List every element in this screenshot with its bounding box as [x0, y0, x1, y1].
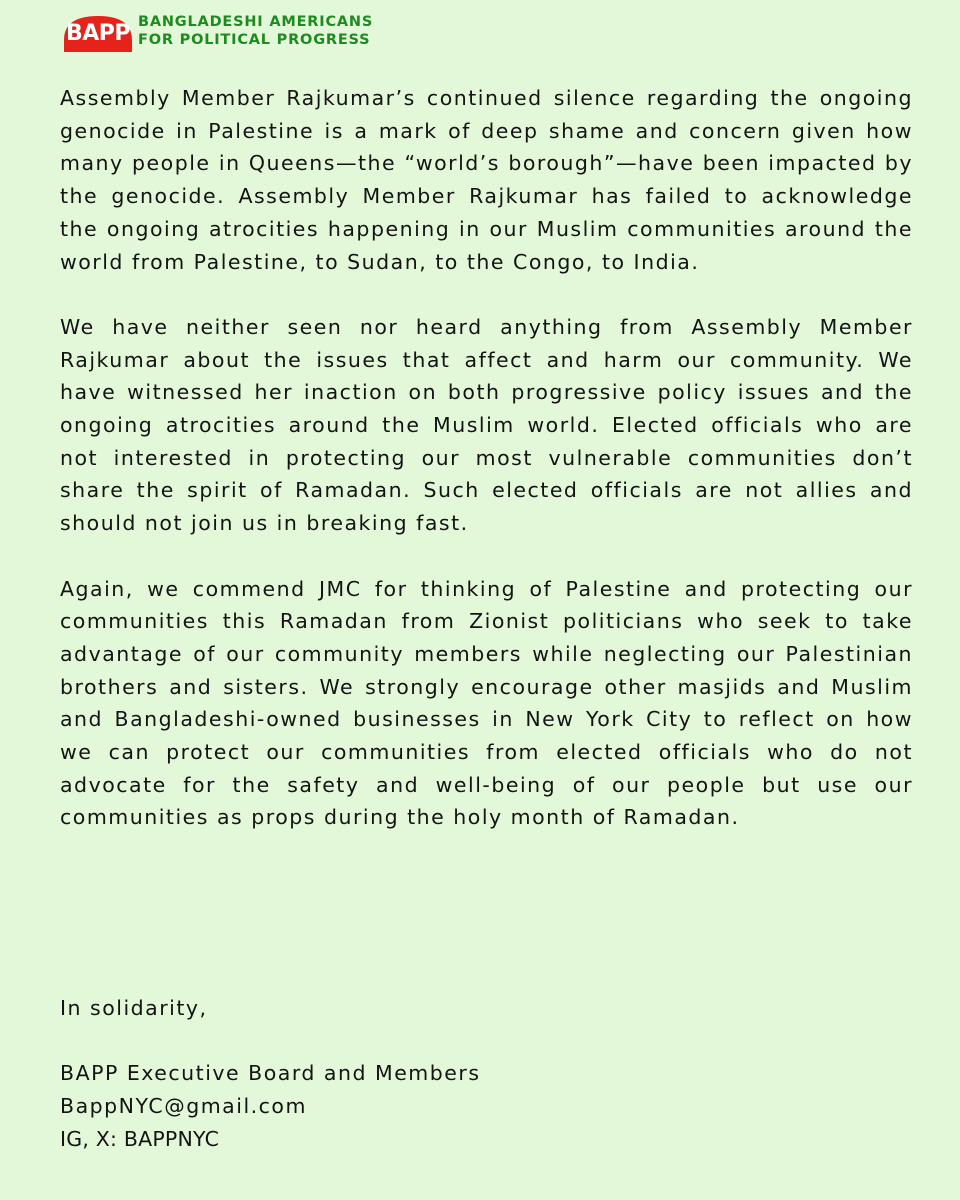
- paragraph: Again, we commend JMC for thinking of Palestine and protecting our communities this Ramadan from Zionist politicians who seek to take advantage of our community members while neglecting our Palestinian brothers and sisters. We strongly encourage other masjids and Muslim and Bangladeshi-owned businesses in New York City to reflect on how we can protect our communities from elected officials who do not advocate for the safety and well-being of our people but use our communities as props during the holy month of Ramadan.: [60, 576, 913, 830]
- paragraph: We have neither seen nor heard anything from Assembly Member Rajkumar about the issues that affect and harm our community. We have witnessed her inaction on both progressive policy issues and the ongoing atrocities around the Muslim world. Elected officials who are not interested in protecting our most vulnerable communities don’t share the spirit of Ramadan. Such elected officials are not allies and should not join us in breaking fast.: [60, 314, 913, 536]
- organization-name-line-2: FOR POLITICAL PROGRESS: [138, 32, 371, 48]
- social-handles: IG, X: BAPPNYC: [60, 1126, 220, 1151]
- signature-block: [60, 992, 481, 1156]
- bapp-logo: [64, 10, 132, 52]
- logo-text: BAPP: [65, 21, 131, 46]
- closing-salutation: In solidarity,: [60, 996, 208, 1020]
- contact-email: BappNYC@gmail.com: [60, 1094, 307, 1119]
- organization-name: [138, 13, 373, 49]
- signer-name: BAPP Executive Board and Members: [60, 1061, 481, 1086]
- paragraph: Assembly Member Rajkumar’s continued silence regarding the ongoing genocide in Palestine is a mark of deep shame and concern given how many people in Queens—the “world’s borough”—have been impacted by the genocide. Assembly Member Rajkumar has failed to acknowledge the ongoing atrocities happening in our Muslim communities around the world from Palestine, to Sudan, to the Congo, to India.: [60, 86, 913, 274]
- letterhead: [64, 10, 373, 52]
- statement-body: [60, 82, 913, 834]
- organization-name-line-1: BANGLADESHI AMERICANS: [138, 14, 374, 30]
